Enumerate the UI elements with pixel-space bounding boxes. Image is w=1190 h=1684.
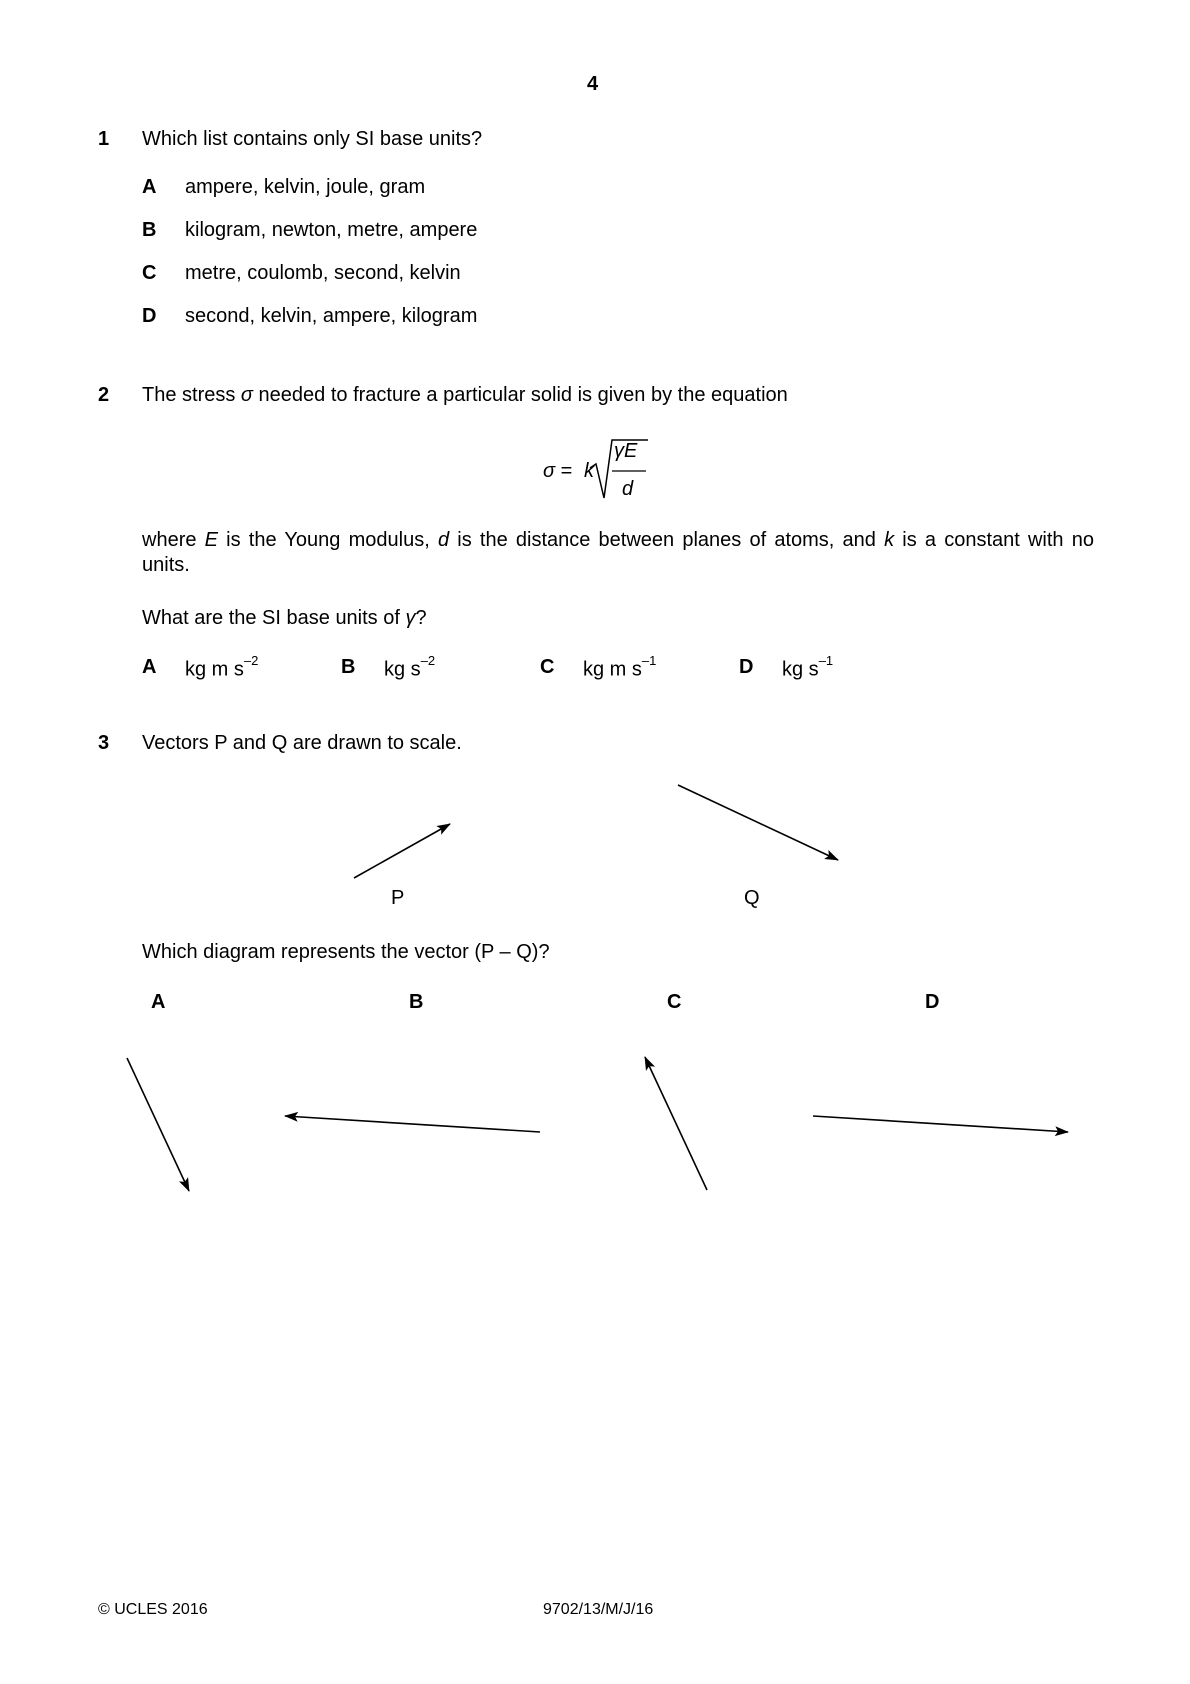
q2-number: 2 (98, 384, 110, 406)
q1-option-b-text: kilogram, newton, metre, ampere (185, 219, 478, 241)
q3-ask: Which diagram represents the vector (P – Q)? (142, 941, 550, 963)
equation-denominator: d (622, 478, 634, 500)
footer-copyright: © UCLES 2016 (98, 1601, 208, 1618)
q2-option-b-letter: B (341, 656, 356, 678)
q2-option-b-unit: kg $s^{-2}$ (384, 653, 436, 681)
vector-p-arrow (354, 824, 450, 878)
q3-option-b-letter: B (409, 991, 424, 1013)
vector-q-label: Q (744, 887, 760, 909)
sigma-symbol: σ (240, 384, 253, 406)
equation-lhs: σ = (543, 460, 573, 482)
vector-p-label: P (391, 887, 405, 909)
footer-paper-code: 9702/13/M/J/16 (543, 1601, 654, 1618)
equation-k: k (584, 460, 594, 482)
gamma-symbol: γ (405, 607, 416, 629)
q1-option-c-text: metre, coulomb, second, kelvin (185, 262, 461, 284)
q2-option-c-unit: kg m $s^{-1}$ (583, 653, 657, 681)
q1-option-a-letter: A (142, 176, 157, 198)
q3-number: 3 (98, 732, 110, 754)
option-a-arrow (127, 1058, 189, 1191)
q1-option-a-text: ampere, kelvin, joule, gram (185, 176, 426, 198)
q2-option-a-letter: A (142, 656, 157, 678)
q3-option-c-letter: C (667, 991, 682, 1013)
q1-option-b-letter: B (142, 219, 157, 241)
q2-option-d-letter: D (739, 656, 754, 678)
q1-question: Which list contains only SI base units? (142, 128, 483, 150)
q1-option-d-text: second, kelvin, ampere, kilogram (185, 305, 478, 327)
option-d-arrow (813, 1116, 1068, 1132)
q2-stem: The stress σ needed to fracture a particular solid is given by the equation (142, 384, 788, 406)
q3-option-d-letter: D (925, 991, 940, 1013)
q2-option-d-unit: kg $s^{-1}$ (782, 653, 834, 681)
q2-where-text: where E is the Young modulus, d is the distance between planes of atoms, and k is a constant with no units. (142, 529, 1094, 576)
q3-stem: Vectors P and Q are drawn to scale. (142, 732, 462, 754)
q1-number: 1 (98, 128, 110, 150)
q2-option-c-letter: C (540, 656, 555, 678)
page-number: 4 (587, 73, 599, 95)
vector-q-arrow (678, 785, 838, 860)
option-c-arrow (645, 1057, 707, 1190)
equation-numerator: γE (614, 440, 638, 462)
q3-option-a-letter: A (151, 991, 166, 1013)
q2-option-a-unit: kg m $s^{-2}$ (185, 653, 259, 681)
q2-ask: What are the SI base units of γ? (142, 607, 427, 629)
q1-option-c-letter: C (142, 262, 157, 284)
q1-option-d-letter: D (142, 305, 157, 327)
option-b-arrow (285, 1116, 540, 1132)
